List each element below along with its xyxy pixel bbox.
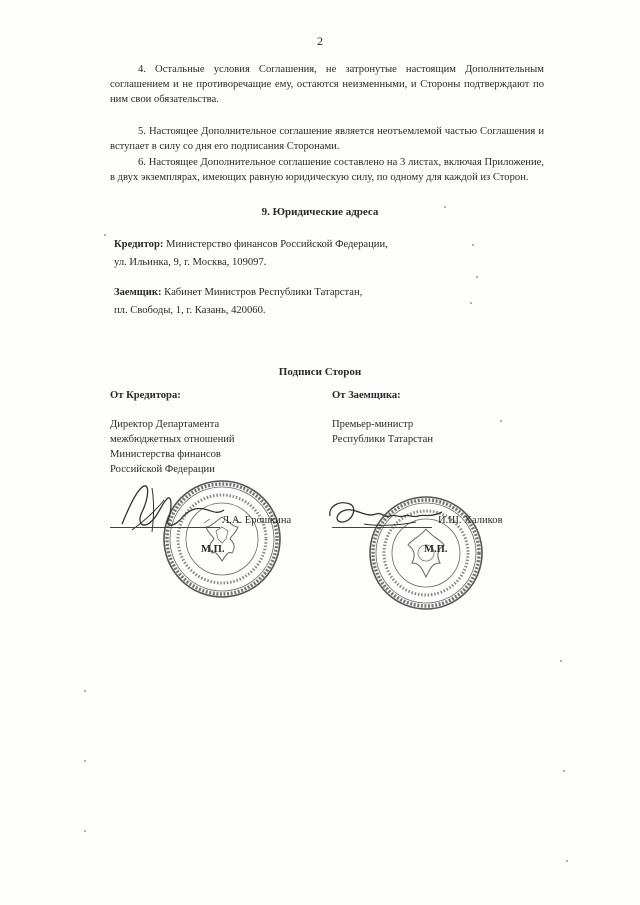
creditor-address-line1: Министерство финансов Российской Федерации, [166, 239, 388, 250]
borrower-stamp-mark: М.П. [424, 544, 448, 555]
creditor-position [110, 417, 235, 477]
borrower-signature-line [332, 527, 432, 528]
borrower-address-line1: Кабинет Министров Республики Татарстан, [164, 287, 363, 298]
scan-speck [84, 690, 86, 692]
borrower-address-line2: пл. Свободы, 1, г. Казань, 420060. [114, 305, 266, 316]
signatures-heading: Подписи Сторон [278, 366, 362, 378]
page-number: 2 [317, 34, 323, 48]
paragraph-5: 5. Настоящее Дополнительное соглашение является неотъемлемой частью Соглашения и вступает в силу со дня его подписания Сторонами. [110, 126, 544, 152]
creditor-address-label: Кредитор: [114, 239, 164, 250]
scan-speck [444, 206, 446, 208]
creditor-address-line2: ул. Ильинка, 9, г. Москва, 109097. [114, 257, 267, 268]
scan-speck [472, 244, 474, 246]
creditor-signatory-name: Л.А. Ерошкина [222, 515, 292, 526]
handwritten-signature-icon [118, 480, 228, 540]
creditor-party-label: От Кредитора: [110, 390, 181, 401]
scan-speck [84, 760, 86, 762]
creditor-signature-line [110, 527, 220, 528]
borrower-position [332, 417, 433, 447]
scan-speck [566, 860, 568, 862]
scan-speck [84, 830, 86, 832]
borrower-position-line: Премьер-министр [332, 419, 414, 430]
scan-speck [500, 420, 502, 422]
borrower-address [114, 284, 514, 320]
creditor-address [114, 236, 514, 272]
scan-speck [476, 276, 478, 278]
creditor-position-line: Министерства финансов [110, 449, 221, 460]
scan-speck [470, 302, 472, 304]
creditor-position-line: Российской Федерации [110, 464, 215, 475]
creditor-position-line: Директор Департамента [110, 419, 220, 430]
borrower-position-line: Республики Татарстан [332, 434, 434, 445]
section-heading-legal-addresses: 9. Юридические адреса [261, 206, 379, 218]
scan-speck [563, 770, 565, 772]
creditor-stamp-mark: М.П. [201, 544, 225, 555]
handwritten-signature-icon [326, 496, 446, 536]
borrower-party-label: От Заемщика: [332, 390, 401, 401]
scan-speck [560, 660, 562, 662]
paragraph-6: 6. Настоящее Дополнительное соглашение составлено на 3 листах, включая Приложение, в двух экземплярах, имеющих равную юридическую силу, по одному для каждой из Сторон. [110, 157, 544, 183]
paragraph-4: 4. Остальные условия Соглашения, не затронутые настоящим Дополнительным соглашением и не противоречащие ему, остаются неизменными, и Стороны подтверждают по ним свои обязательства. [110, 64, 544, 105]
borrower-signatory-name: И.Ш. Халиков [438, 515, 503, 526]
borrower-address-label: Заемщик: [114, 287, 162, 298]
scan-speck [104, 234, 106, 236]
creditor-position-line: межбюджетных отношений [110, 434, 235, 445]
